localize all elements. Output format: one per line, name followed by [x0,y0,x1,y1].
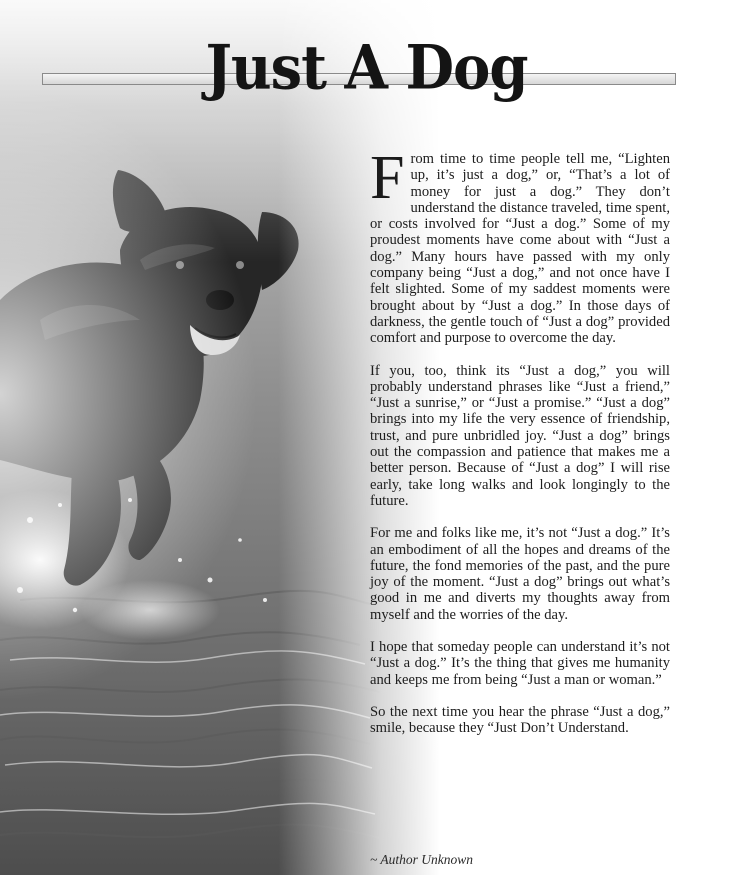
author-credit: ~ Author Unknown [370,852,474,867]
paragraph-3: For me and folks like me, it’s not “Just a dog.” It’s an embodiment of all the hopes and dreams of the future, the fond memories of the past, and the pure joy of the moment. “Just a dog” brings out what’s good in me and diverts my thoughts away from myself and the worries of the day. [370,525,670,623]
page-title: Just A Dog [205,32,528,104]
paragraph-1: From time to time people tell me, “Lighten up, it’s just a dog,” or, “That’s a lot of money for just a dog.” They don’t understand the distance traveled, time spent, or costs involved for “Just a dog.” Some of my proudest moments have come about with “Just a dog.” Many hours have passed with my only company being “Just a dog,” and not once have I felt slighted. Some of my saddest moments were brought about by “Just a dog.” In those days of darkness, the gentle touch of “Just a dog” provided comfort and purpose to overcome the day. [370,144,670,347]
article-body [370,144,670,753]
paragraph-5: So the next time you hear the phrase “Just a dog,” smile, because they “Just Don’t Understand. [370,703,670,737]
paragraph-4: I hope that someday people can understand it’s not “Just a dog.” It’s the thing that gives me humanity and keeps me from being “Just a man or woman.” [370,639,670,688]
drop-cap: F [370,144,405,212]
paragraph-2: If you, too, think its “Just a dog,” you will probably understand phrases like “Just a friend,” “Just a sunrise,” or “Just a promise.” “Just a dog” brings into my life the very essence of friendship, trust, and pure unbridled joy. “Just a dog” brings out the compassion and patience that makes me a better person. Because of “Just a dog” I will rise early, take long walks and look longingly to the future. [370,362,670,509]
